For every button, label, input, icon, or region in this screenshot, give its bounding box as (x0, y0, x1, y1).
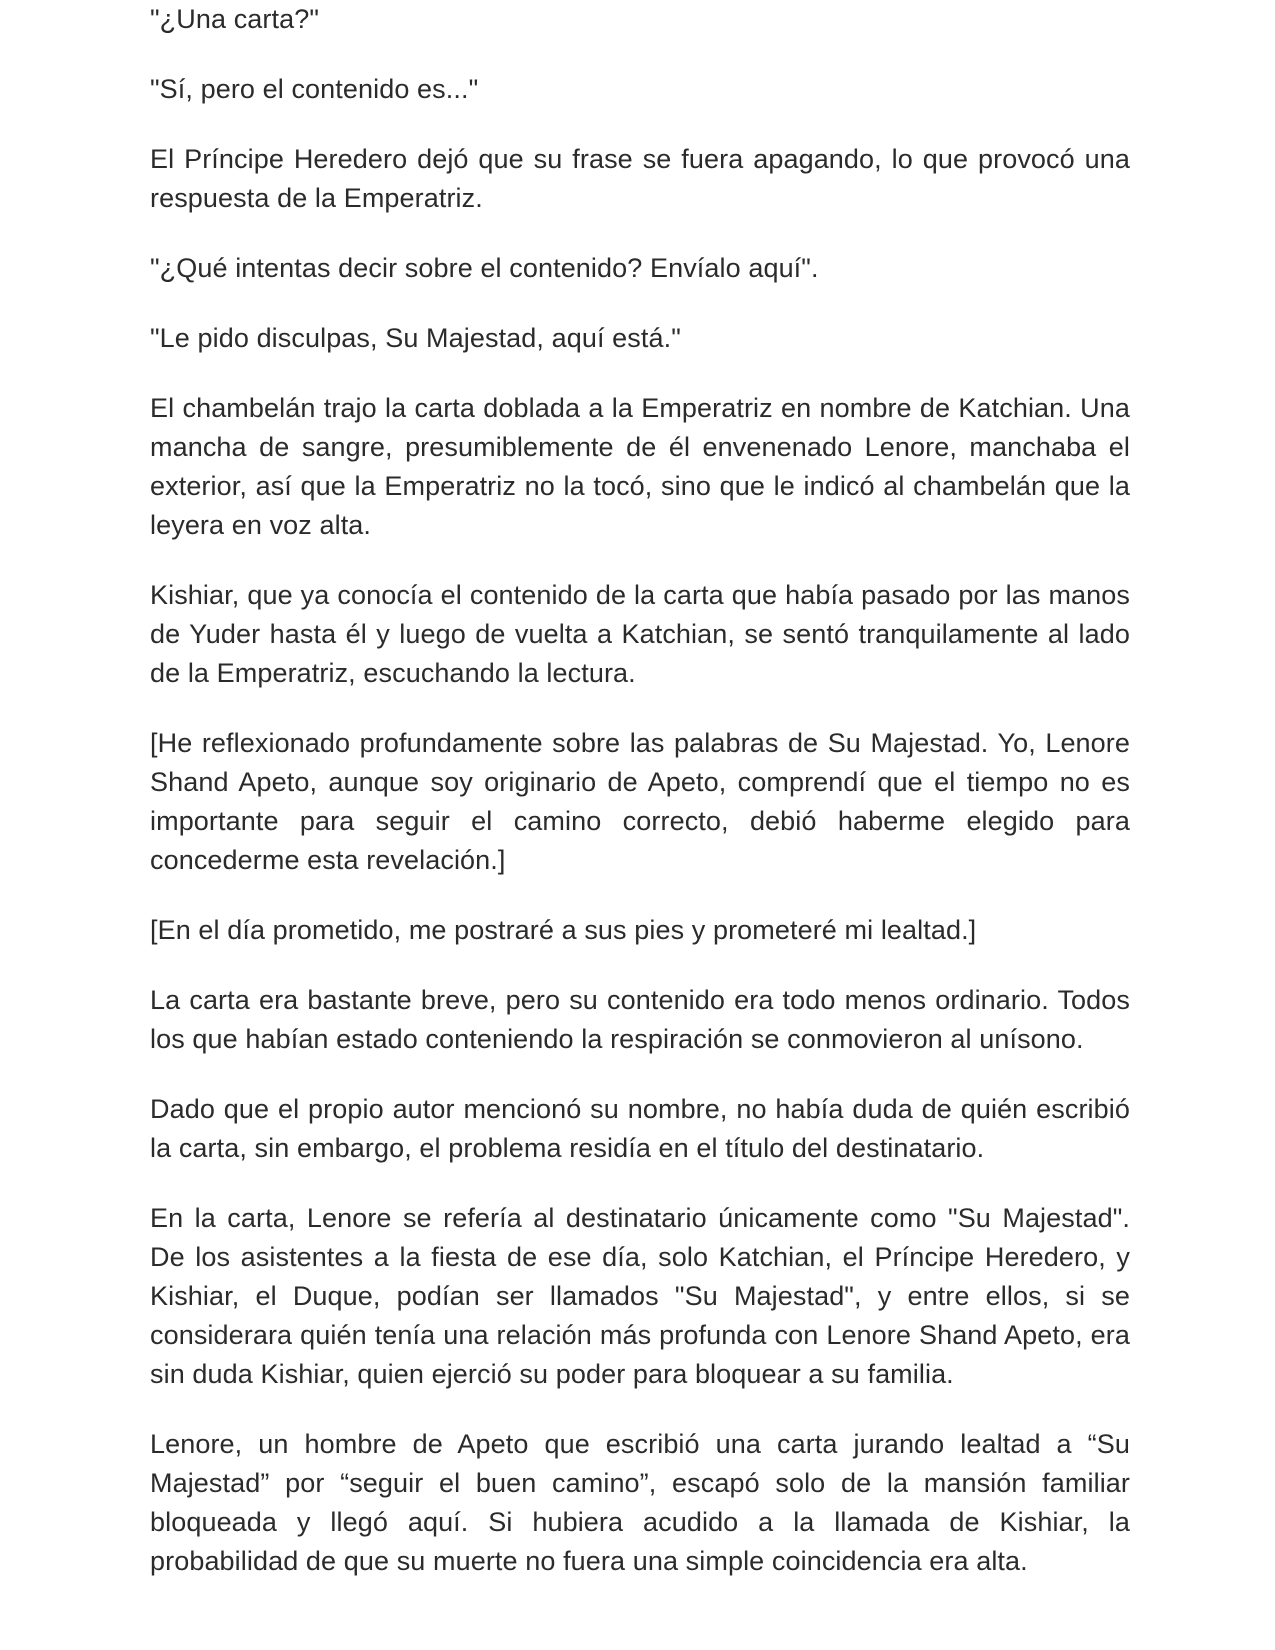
paragraph-11: Dado que el propio autor mencionó su nombre, no había duda de quién escribió la carta, sin embargo, el problema residía en el título del destinatario. (150, 1094, 1130, 1163)
paragraph-12: En la carta, Lenore se refería al destinatario únicamente como "Su Majestad". De los asistentes a la fiesta de ese día, solo Katchian, el Príncipe Heredero, y Kishiar, el Duque, podían ser llamados "Su Majestad", y entre ellos, si se considerara quién tenía una relación más profunda con Lenore Shand Apeto, era sin duda Kishiar, quien ejerció su poder para bloquear a su familia. (150, 1203, 1130, 1389)
paragraph-8: [He reflexionado profundamente sobre las palabras de Su Majestad. Yo, Lenore Shand Apeto, aunque soy originario de Apeto, comprendí que el tiempo no es importante para seguir el camino correcto, debió haberme elegido para concederme esta revelación.] (150, 728, 1130, 875)
paragraph-10: La carta era bastante breve, pero su contenido era todo menos ordinario. Todos los que habían estado conteniendo la respiración se conmovieron al unísono. (150, 985, 1130, 1054)
paragraph-4: "¿Qué intentas decir sobre el contenido? Envíalo aquí". (150, 253, 819, 283)
document-page (150, 0, 1130, 1612)
paragraph-7: Kishiar, que ya conocía el contenido de la carta que había pasado por las manos de Yuder hasta él y luego de vuelta a Katchian, se sentó tranquilamente al lado de la Emperatriz, escuchando la lectura. (150, 580, 1130, 688)
paragraph-2: "Sí, pero el contenido es..." (150, 74, 479, 104)
paragraph-1: "¿Una carta?" (150, 4, 320, 34)
paragraph-3: El Príncipe Heredero dejó que su frase se fuera apagando, lo que provocó una respuesta de la Emperatriz. (150, 144, 1130, 213)
paragraph-9: [En el día prometido, me postraré a sus pies y prometeré mi lealtad.] (150, 915, 977, 945)
paragraph-5: "Le pido disculpas, Su Majestad, aquí está." (150, 323, 681, 353)
paragraph-6: El chambelán trajo la carta doblada a la Emperatriz en nombre de Katchian. Una mancha de sangre, presumiblemente de él envenenado Lenore, manchaba el exterior, así que la Emperatriz no la tocó, sino que le indicó al chambelán que la leyera en voz alta. (150, 393, 1130, 540)
paragraph-13: Lenore, un hombre de Apeto que escribió una carta jurando lealtad a “Su Majestad” por “seguir el buen camino”, escapó solo de la mansión familiar bloqueada y llegó aquí. Si hubiera acudido a la llamada de Kishiar, la probabilidad de que su muerte no fuera una simple coincidencia era alta. (150, 1429, 1130, 1576)
